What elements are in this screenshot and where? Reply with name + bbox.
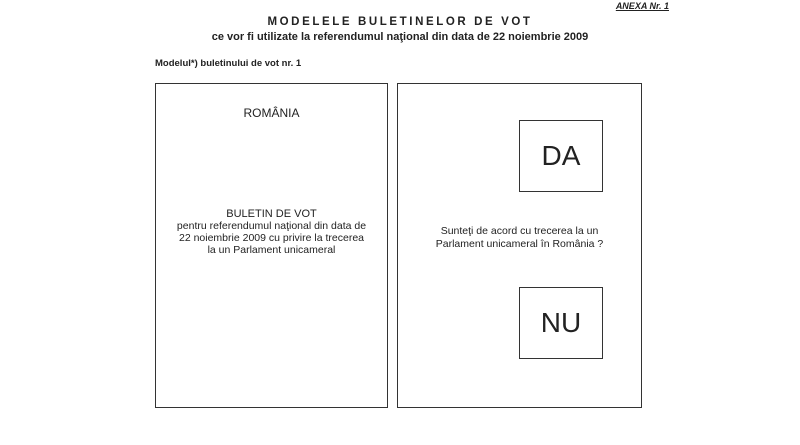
no-vote-box[interactable]: NU xyxy=(519,287,603,359)
annex-number: ANEXA Nr. 1 xyxy=(615,1,669,11)
country-name: ROMÂNIA xyxy=(243,106,300,120)
ballot-description xyxy=(160,208,383,256)
model-label: Modelul*) buletinului de vot nr. 1 xyxy=(155,58,302,69)
question-line-1: Sunteţi de acord cu trecerea la un xyxy=(440,225,599,237)
question-line-2: Parlament unicameral în România ? xyxy=(435,238,604,250)
ballot-line-3: la un Parlament unicameral xyxy=(207,244,336,256)
ballot-cover-panel xyxy=(155,83,388,408)
referendum-question xyxy=(404,225,635,251)
yes-vote-box[interactable]: DA xyxy=(519,120,603,192)
document-title: MODELELE BULETINELOR DE VOT xyxy=(267,16,533,28)
ballot-question-panel xyxy=(397,83,642,408)
ballot-title: BULETIN DE VOT xyxy=(226,208,317,220)
ballot-line-2: 22 noiembrie 2009 cu privire la trecerea xyxy=(178,232,365,244)
document-subtitle: ce vor fi utilizate la referendumul naţional din data de 22 noiembrie 2009 xyxy=(211,31,589,43)
ballot-line-1: pentru referendumul naţional din data de xyxy=(176,220,367,232)
